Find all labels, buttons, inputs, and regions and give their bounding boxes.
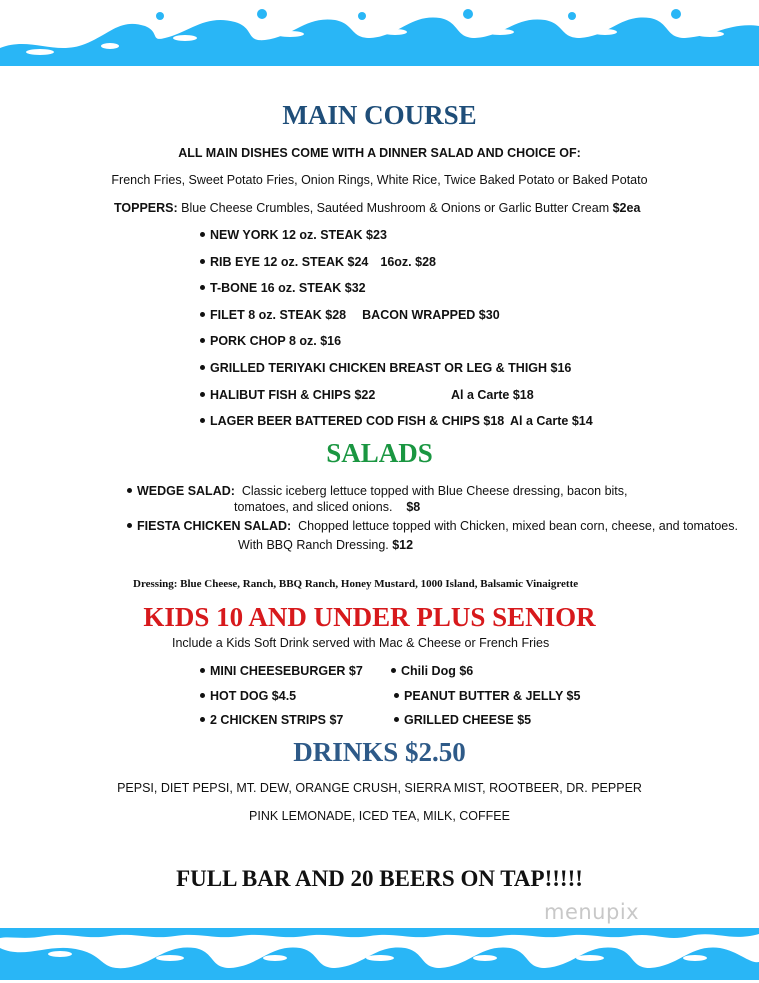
menu-item-extra: Al a Carte $18 xyxy=(451,388,534,402)
kids-item: 2 CHICKEN STRIPS $7 xyxy=(200,713,343,727)
menu-item: PORK CHOP 8 oz. $16 xyxy=(200,334,341,348)
salad-item: FIESTA CHICKEN SALAD: Chopped lettuce topped with Chicken, mixed bean corn, cheese, and tomatoes. xyxy=(127,519,738,533)
dressing-list: Dressing: Blue Cheese, Ranch, BBQ Ranch, Honey Mustard, 1000 Island, Balsamic Vinaigrette xyxy=(133,578,579,590)
bullet-icon xyxy=(200,232,205,237)
salad-item-desc: With BBQ Ranch Dressing. $12 xyxy=(238,538,414,552)
kids-title: KIDS 10 AND UNDER PLUS SENIOR xyxy=(143,602,596,632)
menu-item: HALIBUT FISH & CHIPS $22 xyxy=(200,388,375,402)
kids-item: GRILLED CHEESE $5 xyxy=(394,713,531,727)
bullet-icon xyxy=(200,693,205,698)
bullet-icon xyxy=(200,392,205,397)
toppers-price: $2ea xyxy=(612,201,641,215)
toppers-label: TOPPERS: xyxy=(114,201,178,215)
kids-item: HOT DOG $4.5 xyxy=(200,689,296,703)
menu-item: FILET 8 oz. STEAK $28 BACON WRAPPED $30 xyxy=(200,308,500,322)
menu-item: LAGER BEER BATTERED COD FISH & CHIPS $18 xyxy=(200,414,504,428)
menupix-watermark: menupix xyxy=(544,900,640,924)
bullet-icon xyxy=(200,285,205,290)
drinks-line-1: PEPSI, DIET PEPSI, MT. DEW, ORANGE CRUSH, SIERRA MIST, ROOTBEER, DR. PEPPER xyxy=(117,781,642,795)
kids-item: MINI CHEESEBURGER $7 xyxy=(200,664,363,678)
bullet-icon xyxy=(394,693,399,698)
bullet-icon xyxy=(394,717,399,722)
salad-item: WEDGE SALAD: Classic iceberg lettuce topped with Blue Cheese dressing, bacon bits, xyxy=(127,484,628,498)
full-bar-banner: FULL BAR AND 20 BEERS ON TAP!!!!! xyxy=(176,866,583,891)
kids-item: PEANUT BUTTER & JELLY $5 xyxy=(394,689,580,703)
toppers-text: Blue Cheese Crumbles, Sautéed Mushroom & Onions or Garlic Butter Cream xyxy=(181,201,610,215)
menu-item: GRILLED TERIYAKI CHICKEN BREAST OR LEG & THIGH $16 xyxy=(200,361,571,375)
salad-item-desc: tomatoes, and sliced onions. $8 xyxy=(234,500,421,514)
bullet-icon xyxy=(200,717,205,722)
bullet-icon xyxy=(200,668,205,673)
bullet-icon xyxy=(391,668,396,673)
top-wave-border xyxy=(0,8,759,66)
kids-item: Chili Dog $6 xyxy=(391,664,473,678)
kids-subtitle: Include a Kids Soft Drink served with Mac & Cheese or French Fries xyxy=(172,636,550,650)
drinks-line-2: PINK LEMONADE, ICED TEA, MILK, COFFEE xyxy=(249,809,510,823)
menu-item: T-BONE 16 oz. STEAK $32 xyxy=(200,281,366,295)
bullet-icon xyxy=(200,259,205,264)
salads-title: SALADS xyxy=(326,438,433,468)
bullet-icon xyxy=(200,338,205,343)
menu-item: RIB EYE 12 oz. STEAK $24 16oz. $28 xyxy=(200,255,436,269)
bullet-icon xyxy=(200,312,205,317)
toppers-line xyxy=(114,201,640,215)
drinks-title: DRINKS $2.50 xyxy=(293,737,466,767)
bullet-icon xyxy=(200,418,205,423)
main-course-title: MAIN COURSE xyxy=(282,100,477,130)
menu-item-extra: Al a Carte $14 xyxy=(510,414,593,428)
main-course-subtitle: ALL MAIN DISHES COME WITH A DINNER SALAD AND CHOICE OF: xyxy=(178,146,581,160)
bullet-icon xyxy=(127,488,132,493)
bullet-icon xyxy=(200,365,205,370)
menu-item: NEW YORK 12 oz. STEAK $23 xyxy=(200,228,387,242)
bottom-wave-border xyxy=(0,928,759,980)
main-course-sides: French Fries, Sweet Potato Fries, Onion Rings, White Rice, Twice Baked Potato or Baked Potato xyxy=(111,173,648,187)
bullet-icon xyxy=(127,523,132,528)
